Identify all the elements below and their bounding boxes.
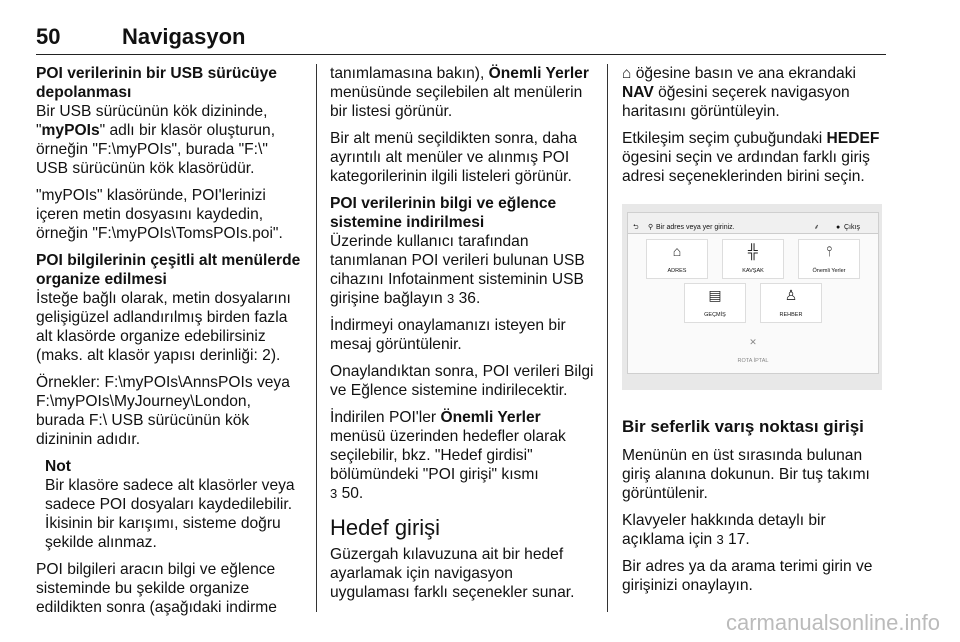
back-icon[interactable]: ⮌ — [633, 224, 639, 231]
paragraph: Klavyeler hakkında detaylı bir açıklama için 3 17. — [622, 512, 826, 548]
exit-icon: ● — [836, 224, 841, 231]
tile-contacts[interactable]: ♙ REHBER — [760, 283, 822, 323]
section-heading: POI verilerinin bilgi ve eğlence sistemine indirilmesi — [330, 195, 557, 231]
paragraph: Üzerinde kullanıcı tarafından tanımlanan POI verileri bulunan USB cihazını Infotainment sisteminin USB girişine bağlayın 3 36. — [330, 233, 585, 307]
column-3 — [622, 64, 892, 603]
paragraph: Örnekler: F:\myPOIs\AnnsPOIs veya F:\myPOIs\MyJourney\London, burada F:\ USB sürücünün kök dizininin adıdır. — [36, 374, 290, 448]
nav-top-bar — [628, 213, 878, 234]
chapter-title: Navigasyon — [122, 24, 246, 49]
nav-screen-figure — [622, 204, 882, 390]
page-ref-icon: 3 — [330, 486, 338, 501]
cancel-route-button[interactable]: ✕ ROTA İPTAL — [628, 333, 878, 371]
section-heading: POI bilgilerinin çeşitli alt menülerde organize edilmesi — [36, 252, 301, 288]
column-1 — [36, 64, 301, 625]
tile-address[interactable]: ⌂ ADRES — [646, 239, 708, 279]
note-body: Bir klasöre sadece alt klasörler veya sadece POI dosyaları kaydedilebilir. İkisinin bir karışımı, sisteme doğru şekilde alınmaz. — [45, 477, 295, 551]
paragraph: İsteğe bağlı olarak, metin dosyalarını gelişigüzel adlandırılmış birden fazla alt klasörde organize edebilirsiniz (maks. alt klasör yapısı derinliği: 2). — [36, 290, 291, 364]
paragraph: İndirmeyi onaylamanızı isteyen bir mesaj görüntülenir. — [330, 317, 566, 353]
tile-intersection[interactable]: ╬ KAVŞAK — [722, 239, 784, 279]
section-title: Hedef girişi — [330, 515, 441, 540]
note-title: Not — [45, 458, 71, 475]
exit-button[interactable]: Çıkış — [844, 224, 860, 231]
paragraph: tanımlamasına bakın), Önemli Yerler menüsünde seçilebilen alt menülerin bir listesi görünür. — [330, 65, 589, 120]
nav-screen — [627, 212, 879, 374]
paragraph: İndirilen POI'ler Önemli Yerler menüsü üzerinden hedefler olarak seçilebilir, bkz. "Hedef girdisi" bölümündeki "POI girişi" kısmı 3 50. — [330, 409, 566, 502]
pin-icon: ⫯ — [825, 243, 833, 259]
tile-poi[interactable]: ⫯ Önemli Yerler — [798, 239, 860, 279]
paragraph: Menünün en üst sırasında bulunan giriş alanına dokunun. Bir tuş takımı görüntülenir. — [622, 447, 870, 502]
home-icon: ⌂ — [622, 65, 632, 82]
watermark: carmanualsonline.info — [725, 610, 940, 635]
paragraph: Bir USB sürücünün kök dizininde, "myPOIs" adlı bir klasör oluşturun, örneğin "F:\myPOIs", burada "F:\" USB sürücünün kök klasörüdür. — [36, 103, 276, 177]
paragraph: Bir adres ya da arama terimi girin ve girişinizi onaylayın. — [622, 558, 873, 594]
page-ref-icon: 3 — [716, 532, 724, 547]
paragraph: ⌂ öğesine basın ve ana ekrandaki NAV öğesini seçerek navigasyon haritasını görüntüleyin. — [622, 65, 856, 120]
search-input[interactable]: Bir adres veya yer giriniz. — [656, 224, 735, 231]
tile-history[interactable]: ▤ GEÇMİŞ — [684, 283, 746, 323]
contact-icon: ♙ — [784, 287, 798, 303]
column-divider — [607, 64, 608, 612]
paragraph: Güzergah kılavuzuna ait bir hedef ayarlamak için navigasyon uygulaması farklı seçenekler sunar. — [330, 546, 575, 601]
paragraph: Bir alt menü seçildikten sonra, daha ayrıntılı alt menüler ve alınmış POI kategorilerinin ilgili listeleri görünür. — [330, 130, 578, 185]
page-number: 50 — [36, 24, 61, 49]
section-heading: POI verilerinin bir USB sürücüye depolanması — [36, 65, 277, 101]
column-2 — [330, 64, 595, 610]
page-ref-icon: 3 — [447, 291, 455, 306]
page-header — [36, 24, 886, 55]
home-icon: ⌂ — [672, 243, 682, 259]
paragraph: POI bilgileri aracın bilgi ve eğlence sisteminde bu şekilde organize edildikten sonra (aşağıdaki indirme — [36, 561, 277, 616]
search-icon: ⚲ — [648, 224, 654, 231]
column-divider — [316, 64, 317, 612]
paragraph: Onaylandıktan sonra, POI verileri Bilgi ve Eğlence sistemine indirilecektir. — [330, 363, 594, 399]
note-box — [45, 457, 301, 552]
microphone-icon[interactable]: ⸙ — [814, 224, 820, 231]
close-icon: ✕ — [749, 337, 757, 347]
paragraph: Etkileşim seçim çubuğundaki HEDEF ögesini seçin ve ardından farklı giriş adresi seçeneklerinden birini seçin. — [622, 130, 880, 185]
intersection-icon: ╬ — [748, 243, 758, 259]
paragraph: "myPOIs" klasöründe, POI'lerinizi içeren metin dosyasını kaydedin, örneğin "F:\myPOIs\TomsPOIs.poi". — [36, 187, 283, 242]
history-icon: ▤ — [708, 287, 722, 303]
section-heading: Bir seferlik varış noktası girişi — [622, 417, 864, 436]
